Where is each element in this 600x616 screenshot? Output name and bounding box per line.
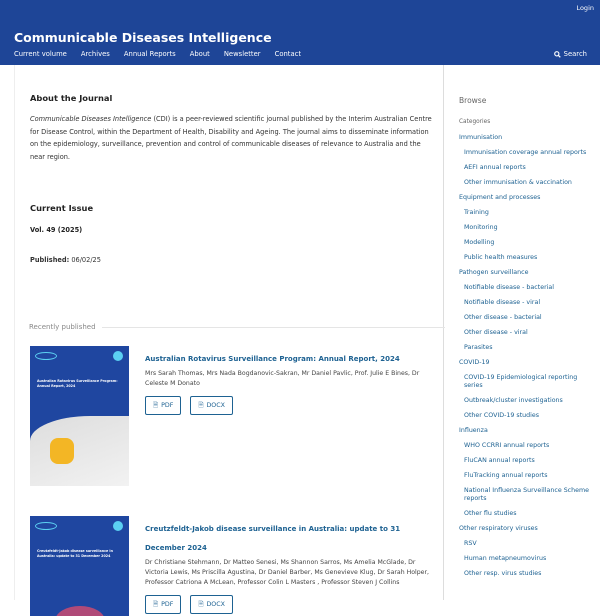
article-authors: Dr Christiane Stehmann, Dr Matteo Senesi, Ms Shannon Sarros, Ms Amelia McGlade, Dr Victoria Lewis, Ms Priscilla Agustina, Dr Daniel Barber, Ms Genevieve Klug, Dr Sarah Holper, Professor Catriona A McLean, Professor Colin L Masters , Professor Steven J Collins (145, 559, 430, 586)
main-nav (14, 50, 301, 58)
category-link[interactable]: Monitoring (464, 224, 498, 231)
category-link[interactable]: Outbreak/cluster investigations (464, 397, 563, 404)
category-link[interactable]: National Influenza Surveillance Scheme reports (464, 487, 590, 502)
cover-logo (35, 352, 57, 360)
docx-label: DOCX (206, 402, 225, 409)
category-link[interactable]: COVID-19 (459, 359, 490, 366)
article-1 (145, 346, 435, 415)
search-label: Search (563, 50, 587, 58)
category-link[interactable]: Modelling (464, 239, 495, 246)
browse-heading: Browse (459, 96, 487, 105)
category-link[interactable]: Parasites (464, 344, 493, 351)
nav-annual-reports[interactable]: Annual Reports (123, 50, 176, 58)
category-link[interactable]: Equipment and processes (459, 194, 541, 201)
about-heading: About the Journal (30, 93, 113, 103)
pdf-label: PDF (161, 402, 174, 409)
category-link[interactable]: Other flu studies (464, 510, 517, 517)
category-link[interactable]: Other COVID-19 studies (464, 412, 540, 419)
about-text (30, 113, 435, 163)
article-cover-2[interactable] (30, 516, 129, 616)
category-link[interactable]: Immunisation coverage annual reports (464, 149, 587, 156)
file-doc-icon: 🗎 (198, 601, 204, 608)
site-title[interactable]: Communicable Diseases Intelligence (14, 30, 272, 45)
category-link[interactable]: FluCAN annual reports (464, 457, 535, 464)
category-link[interactable]: Public health measures (464, 254, 538, 261)
category-link[interactable]: Human metapneumovirus (464, 555, 547, 562)
file-pdf-icon: 🗎 (153, 601, 159, 608)
journal-name: Communicable Diseases Intelligence (30, 115, 152, 123)
article-authors: Mrs Sarah Thomas, Mrs Nada Bogdanovic-Sakran, Mr Daniel Pavlic, Prof. Julie E Bines, Dr Celeste M Donato (145, 370, 420, 387)
nav-archives[interactable]: Archives (80, 50, 110, 58)
category-link[interactable]: Other disease - bacterial (464, 314, 542, 321)
category-link[interactable]: Influenza (459, 427, 488, 434)
published-value: 06/02/25 (69, 256, 101, 264)
cover-badge (113, 351, 123, 361)
category-link[interactable]: Notifiable disease - viral (464, 299, 541, 306)
article-2 (145, 516, 435, 614)
category-link[interactable]: Other disease - viral (464, 329, 528, 336)
category-link[interactable]: AEFI annual reports (464, 164, 526, 171)
cover-badge (113, 521, 123, 531)
pdf-label: PDF (161, 601, 174, 608)
docx-button[interactable] (190, 595, 233, 614)
nav-current-volume[interactable]: Current volume (14, 50, 67, 58)
category-link[interactable]: Immunisation (459, 134, 503, 141)
issue-volume-link[interactable]: Vol. 49 (2025) (30, 226, 83, 234)
article-title[interactable]: Australian Rotavirus Surveillance Program: Annual Report, 2024 (145, 355, 400, 363)
docx-button[interactable] (190, 396, 233, 415)
nav-newsletter[interactable]: Newsletter (223, 50, 261, 58)
file-doc-icon: 🗎 (198, 402, 204, 409)
cover-photo (30, 416, 129, 486)
cover-title: Australian Rotavirus Surveillance Program: Annual Report, 2024 (37, 379, 118, 388)
category-link[interactable]: Other respiratory viruses (459, 525, 538, 532)
recently-published-divider (15, 323, 445, 331)
category-link[interactable]: WHO CCRRI annual reports (464, 442, 550, 449)
site-header (0, 0, 600, 65)
article-title[interactable]: Creutzfeldt-Jakob disease surveillance in Australia: update to 31 December 2024 (145, 525, 401, 552)
recently-published-heading: Recently published (29, 323, 96, 331)
category-link[interactable]: FluTracking annual reports (464, 472, 548, 479)
published-date (30, 256, 101, 264)
search-link[interactable] (554, 50, 587, 58)
cover-title: Creutzfeldt-Jakob disease surveillance in Australia: update to 31 December 2024 (37, 549, 113, 558)
category-link[interactable]: Other immunisation & vaccination (464, 179, 572, 186)
category-link[interactable]: Training (464, 209, 489, 216)
category-link[interactable]: RSV (464, 540, 477, 547)
categories-heading: Categories (459, 119, 491, 125)
pdf-button[interactable] (145, 595, 181, 614)
pdf-button[interactable] (145, 396, 181, 415)
published-label: Published: (30, 256, 70, 264)
article-cover-1[interactable] (30, 346, 129, 486)
cover-logo (35, 522, 57, 530)
search-icon (554, 51, 561, 58)
category-link[interactable]: Pathogen surveillance (459, 269, 529, 276)
cover-graphic (55, 606, 105, 616)
main-content (14, 65, 444, 608)
login-link[interactable]: Login (576, 4, 594, 12)
nav-contact[interactable]: Contact (274, 50, 302, 58)
category-link[interactable]: Notifiable disease - bacterial (464, 284, 555, 291)
category-list (459, 134, 597, 585)
about-body: (CDI) is a peer-reviewed scientific journal published by the Interim Australian Centre for Disease Control, within the Department of Health, Disability and Ageing. The journal aims to disseminate information on the epidemiology, surveillance, prevention and control of communicable diseases of relevance to Australia and the near region. (30, 115, 432, 161)
category-link[interactable]: Other resp. virus studies (464, 570, 542, 577)
file-pdf-icon: 🗎 (153, 402, 159, 409)
current-issue-heading: Current Issue (30, 203, 94, 213)
category-link[interactable]: COVID-19 Epidemiological reporting series (464, 374, 578, 389)
sidebar (444, 65, 600, 600)
nav-about[interactable]: About (189, 50, 210, 58)
docx-label: DOCX (206, 601, 225, 608)
